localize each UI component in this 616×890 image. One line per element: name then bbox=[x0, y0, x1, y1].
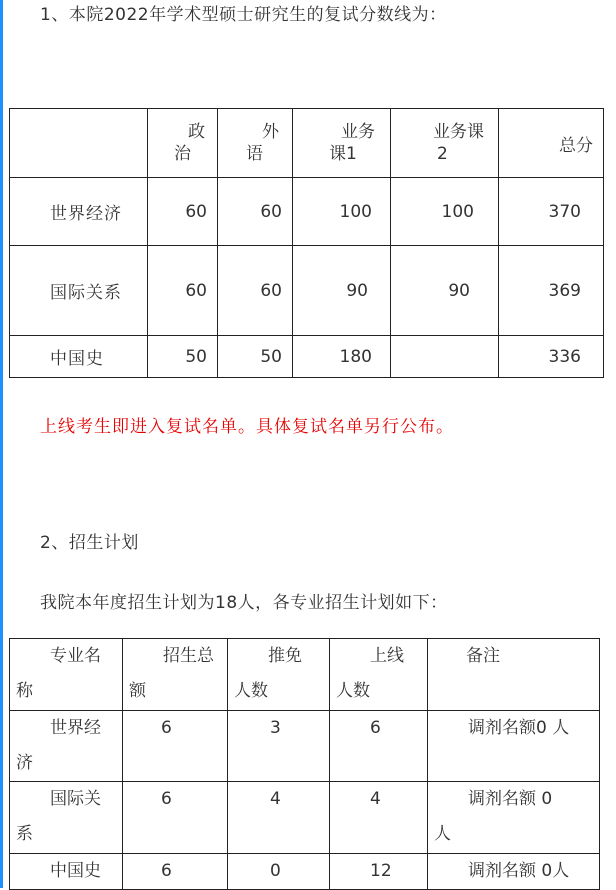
row-major-name: 世界经济 bbox=[10, 178, 148, 246]
header-cell-exempt: 推免 人数 bbox=[228, 639, 330, 711]
row-cell: 50 bbox=[218, 336, 293, 378]
header-cell-total: 总分 bbox=[499, 109, 604, 178]
row-cell: 90 bbox=[391, 246, 499, 336]
row-cell: 60 bbox=[148, 246, 218, 336]
row-cell: 4 bbox=[228, 782, 330, 854]
row-remark: 调剂名额0 人 bbox=[428, 711, 600, 782]
row-cell: 100 bbox=[293, 178, 391, 246]
header-cell-course-2: 业务课 2 bbox=[391, 109, 499, 178]
table-header-row bbox=[10, 109, 604, 178]
header-cell-passed: 上线 人数 bbox=[330, 639, 428, 711]
row-major-name: 世界经 济 bbox=[10, 711, 123, 782]
header-cell-quota: 招生总 额 bbox=[123, 639, 228, 711]
table-row bbox=[10, 711, 600, 782]
table-row bbox=[10, 336, 604, 378]
row-cell: 60 bbox=[218, 246, 293, 336]
row-remark: 调剂名额 0人 bbox=[428, 854, 600, 890]
row-cell bbox=[391, 336, 499, 378]
table-header-row bbox=[10, 639, 600, 711]
row-cell: 3 bbox=[228, 711, 330, 782]
header-cell-major: 专业名 称 bbox=[10, 639, 123, 711]
header-cell-foreign-language: 外 语 bbox=[218, 109, 293, 178]
row-cell: 6 bbox=[330, 711, 428, 782]
row-cell: 60 bbox=[218, 178, 293, 246]
header-cell-remarks: 备注 bbox=[428, 639, 600, 711]
row-cell: 6 bbox=[123, 854, 228, 890]
table-row bbox=[10, 782, 600, 854]
notice-text: 上线考生即进入复试名单。具体复试名单另行公布。 bbox=[40, 417, 454, 437]
section-2-heading: 2、招生计划 bbox=[40, 533, 139, 553]
row-cell: 6 bbox=[123, 711, 228, 782]
header-cell-politics: 政 治 bbox=[148, 109, 218, 178]
enrollment-paragraph: 我院本年度招生计划为18人，各专业招生计划如下： bbox=[40, 593, 448, 613]
row-cell: 50 bbox=[148, 336, 218, 378]
row-cell: 0 bbox=[228, 854, 330, 890]
row-cell: 4 bbox=[330, 782, 428, 854]
row-major-name: 中国史 bbox=[10, 854, 123, 890]
row-cell: 6 bbox=[123, 782, 228, 854]
table-row bbox=[10, 178, 604, 246]
row-cell: 336 bbox=[499, 336, 604, 378]
row-cell: 369 bbox=[499, 246, 604, 336]
left-edge-bar bbox=[0, 0, 3, 888]
row-cell: 90 bbox=[293, 246, 391, 336]
table-row bbox=[10, 854, 600, 890]
score-line-table bbox=[9, 108, 604, 378]
section-1-heading: 1、本院2022年学术型硕士研究生的复试分数线为： bbox=[40, 5, 447, 25]
row-major-name: 国际关 系 bbox=[10, 782, 123, 854]
header-cell-blank bbox=[10, 109, 148, 178]
header-cell-course-1: 业务 课1 bbox=[293, 109, 391, 178]
row-major-name: 中国史 bbox=[10, 336, 148, 378]
row-major-name: 国际关系 bbox=[10, 246, 148, 336]
row-cell: 60 bbox=[148, 178, 218, 246]
row-cell: 370 bbox=[499, 178, 604, 246]
enrollment-plan-table bbox=[9, 638, 600, 890]
row-remark: 调剂名额 0 人 bbox=[428, 782, 600, 854]
table-row bbox=[10, 246, 604, 336]
row-cell: 100 bbox=[391, 178, 499, 246]
row-cell: 180 bbox=[293, 336, 391, 378]
row-cell: 12 bbox=[330, 854, 428, 890]
